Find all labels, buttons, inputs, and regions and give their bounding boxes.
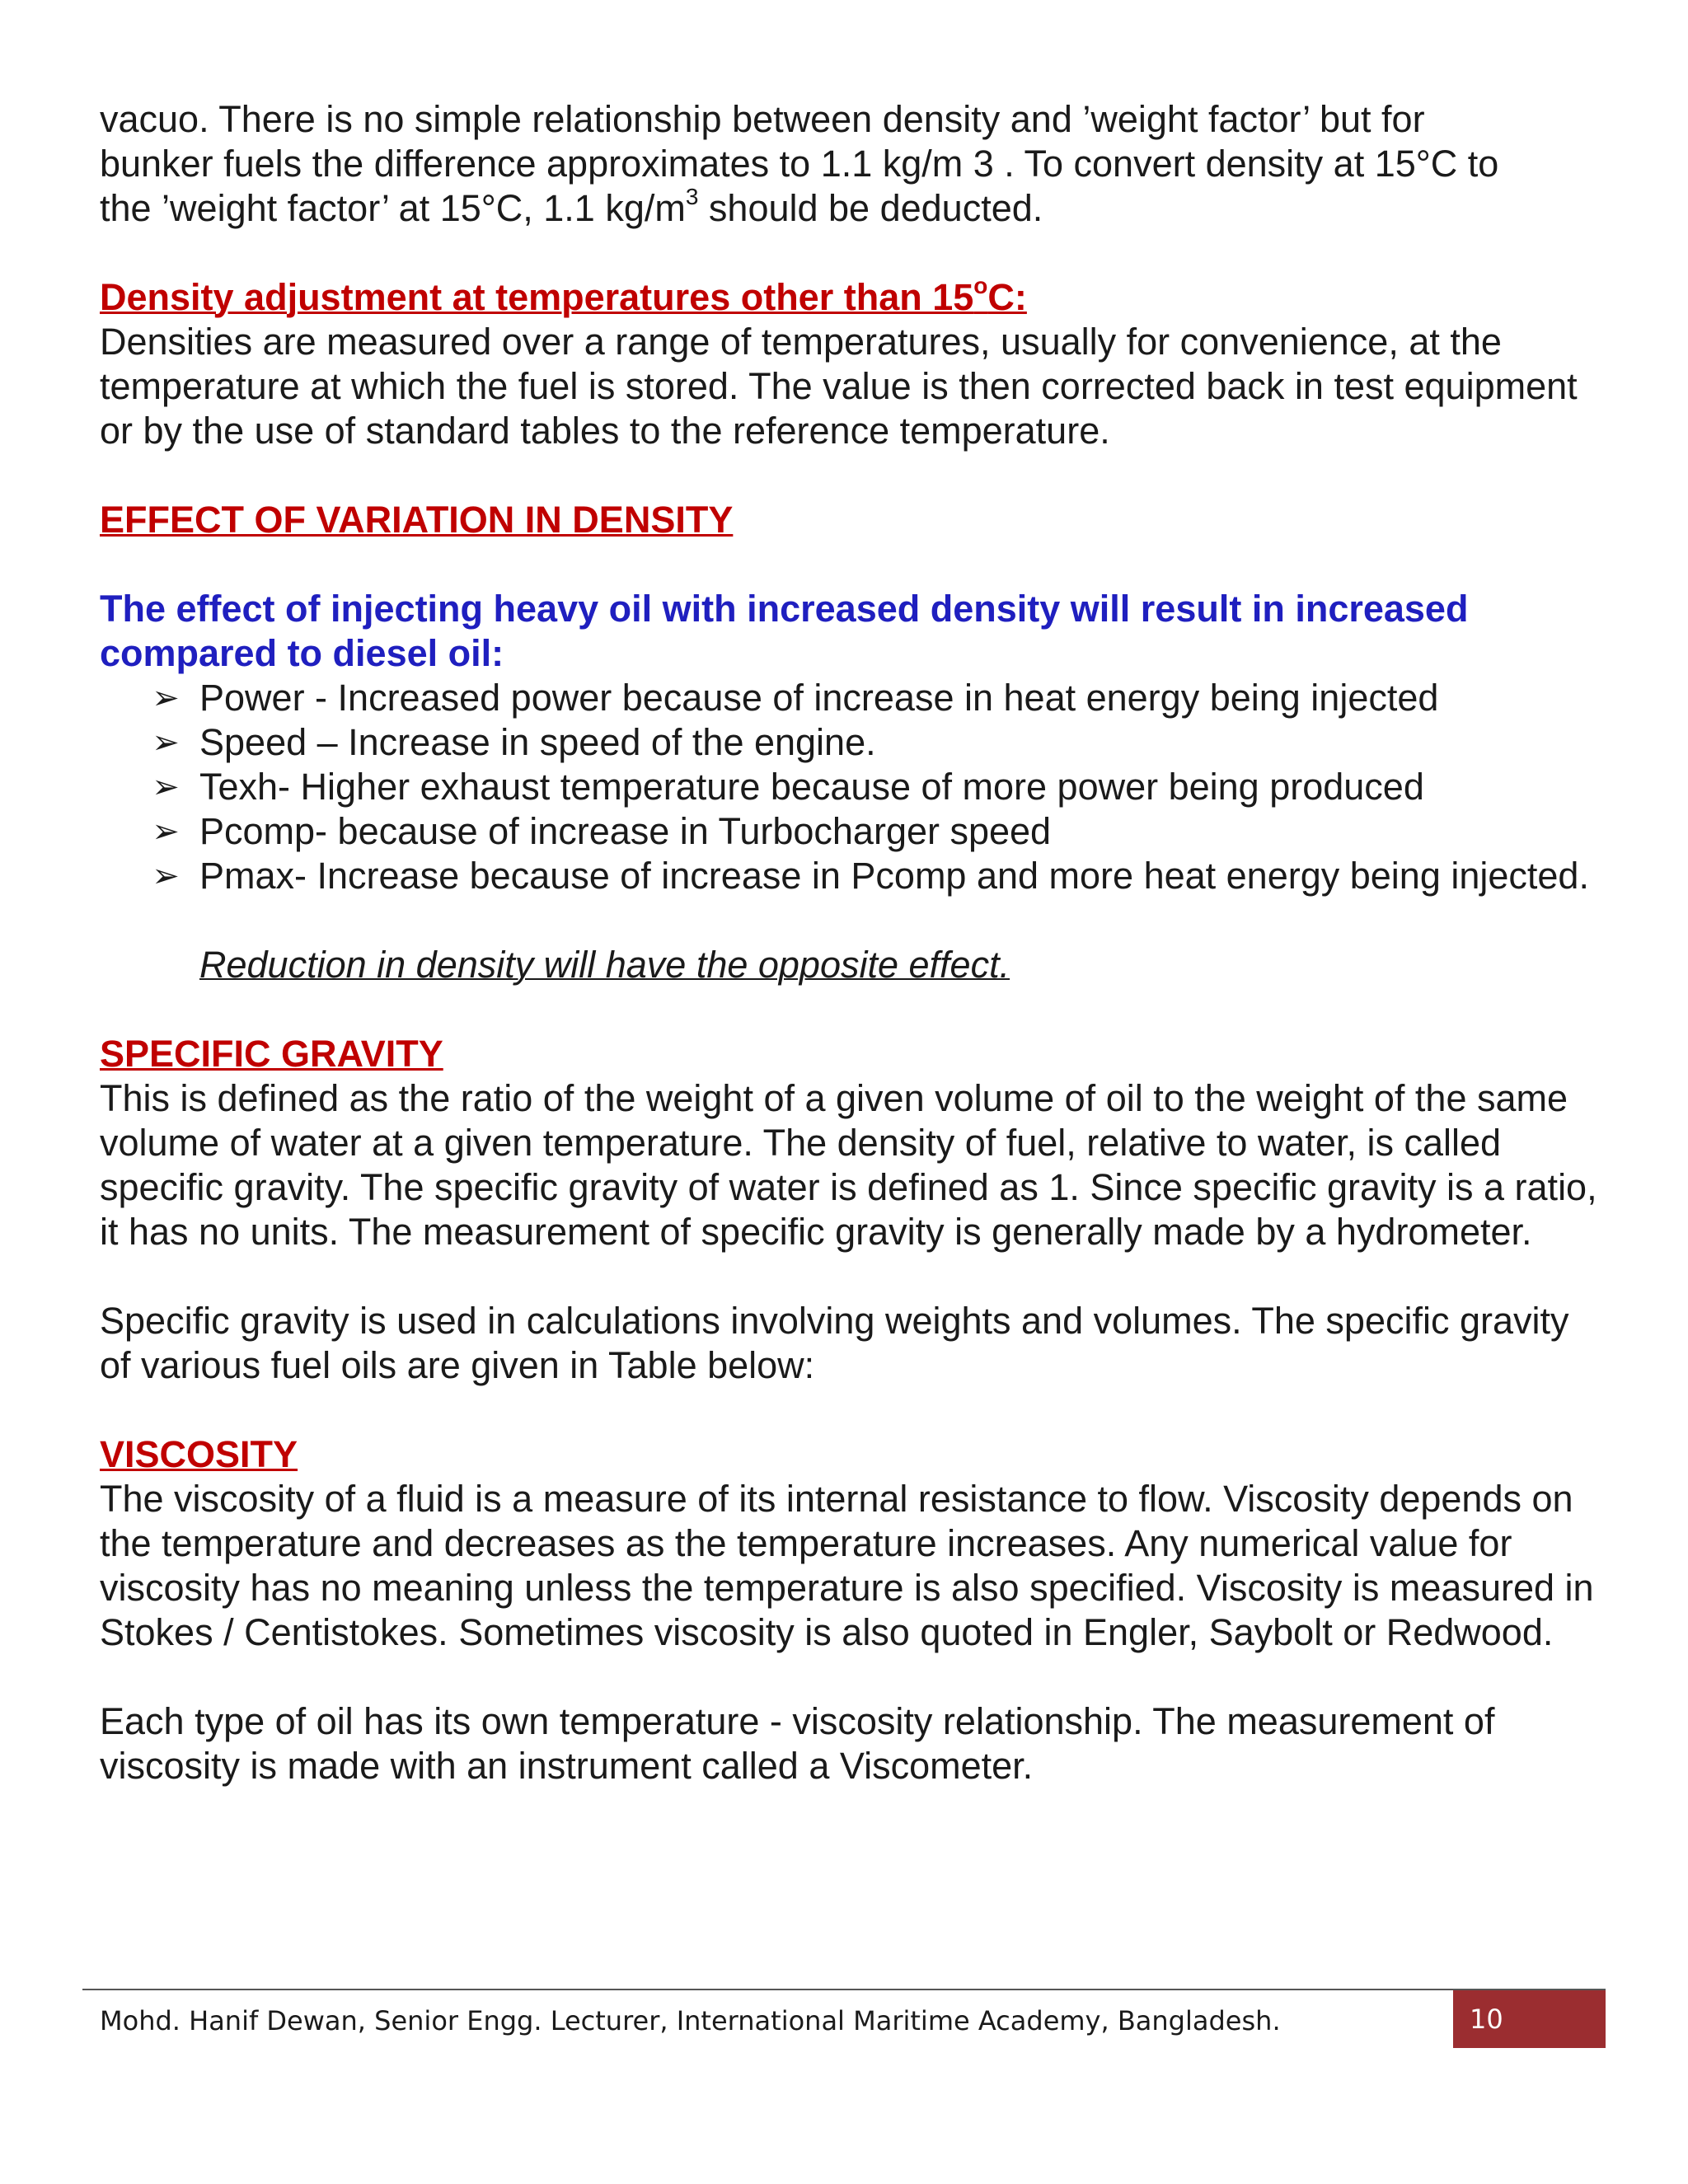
density-adjustment-heading (100, 275, 1608, 320)
density-adjustment-body: Densities are measured over a range of temperatures, usually for convenience, at the temperature at which the fuel is stored. The value is then corrected back in test equipment or by the use of standard tables to the reference temperature. (100, 321, 1578, 452)
footer-divider (82, 1989, 1606, 1990)
density-adjustment-heading-unit: C: (987, 276, 1027, 318)
specific-gravity-body-2: Specific gravity is used in calculations involving weights and volumes. The specific gravity of various fuel oils are given in Table below: (100, 1300, 1569, 1386)
effect-bullet-list (100, 676, 1608, 898)
superscript-3: 3 (685, 184, 699, 209)
page-number: 10 (1470, 2004, 1503, 2035)
intro-line-2: bunker fuels the difference approximates to 1.1 kg/m 3 . To convert density at 15°C to (100, 143, 1499, 185)
arrow-bullet-icon: ➢ (152, 769, 180, 805)
list-item (100, 765, 1608, 809)
bullet-text: Pmax- Increase because of increase in Pcomp and more heat energy being injected. (199, 855, 1589, 897)
intro-line-1: vacuo. There is no simple relationship between density and ’weight factor’ but for (100, 98, 1425, 140)
arrow-bullet-icon: ➢ (152, 813, 180, 850)
specific-gravity-heading: SPECIFIC GRAVITY (100, 1033, 443, 1075)
bullet-text: Pcomp- because of increase in Turbocharger speed (199, 810, 1052, 852)
effect-heading: EFFECT OF VARIATION IN DENSITY (100, 499, 734, 541)
list-item (100, 854, 1608, 898)
density-adjustment-heading-text: Density adjustment at temperatures other than 15 (100, 276, 974, 318)
footer-author: Mohd. Hanif Dewan, Senior Engg. Lecturer, International Maritime Academy, Bangladesh. (100, 2005, 1281, 2036)
list-item (100, 809, 1608, 854)
specific-gravity-body-1: This is defined as the ratio of the weight of a given volume of oil to the weight of the same volume of water at a given temperature. The density of fuel, relative to water, is called specific gravity. The specific gravity of water is defined as 1. Since specific gravity is a ratio, it has no units. The measurement of specific gravity is generally made by a hydrometer. (100, 1077, 1597, 1253)
viscosity-body-1: The viscosity of a fluid is a measure of its internal resistance to flow. Viscosity depends on the temperature and decreases as the temperature increases. Any numerical value for viscosity has no meaning unless the temperature is also specified. Viscosity is measured in Stokes / Centistokes. Sometimes viscosity is also quoted in Engler, Saybolt or Redwood. (100, 1478, 1594, 1653)
viscosity-heading: VISCOSITY (100, 1433, 298, 1475)
arrow-bullet-icon: ➢ (152, 724, 180, 761)
intro-line-3b: should be deducted. (698, 187, 1043, 229)
bullet-text: Speed – Increase in speed of the engine. (199, 721, 876, 763)
page-content (100, 97, 1608, 1788)
viscosity-body-2: Each type of oil has its own temperature - viscosity relationship. The measurement of viscosity is made with an instrument called a Viscometer. (100, 1700, 1495, 1787)
arrow-bullet-icon: ➢ (152, 858, 180, 894)
page-number-box (1453, 1990, 1606, 2048)
intro-paragraph (100, 97, 1608, 231)
bullet-text: Power - Increased power because of increase in heat energy being injected (199, 677, 1439, 719)
reduction-note: Reduction in density will have the opposite effect. (199, 944, 1010, 986)
degree-superscript: o (973, 273, 988, 298)
effect-subheading: The effect of injecting heavy oil with increased density will result in increased compared to diesel oil: (100, 588, 1469, 674)
arrow-bullet-icon: ➢ (152, 680, 180, 716)
intro-line-3a: the ’weight factor’ at 15°C, 1.1 kg/m (100, 187, 686, 229)
list-item (100, 676, 1608, 720)
list-item (100, 720, 1608, 765)
bullet-text: Texh- Higher exhaust temperature because of more power being produced (199, 766, 1424, 808)
